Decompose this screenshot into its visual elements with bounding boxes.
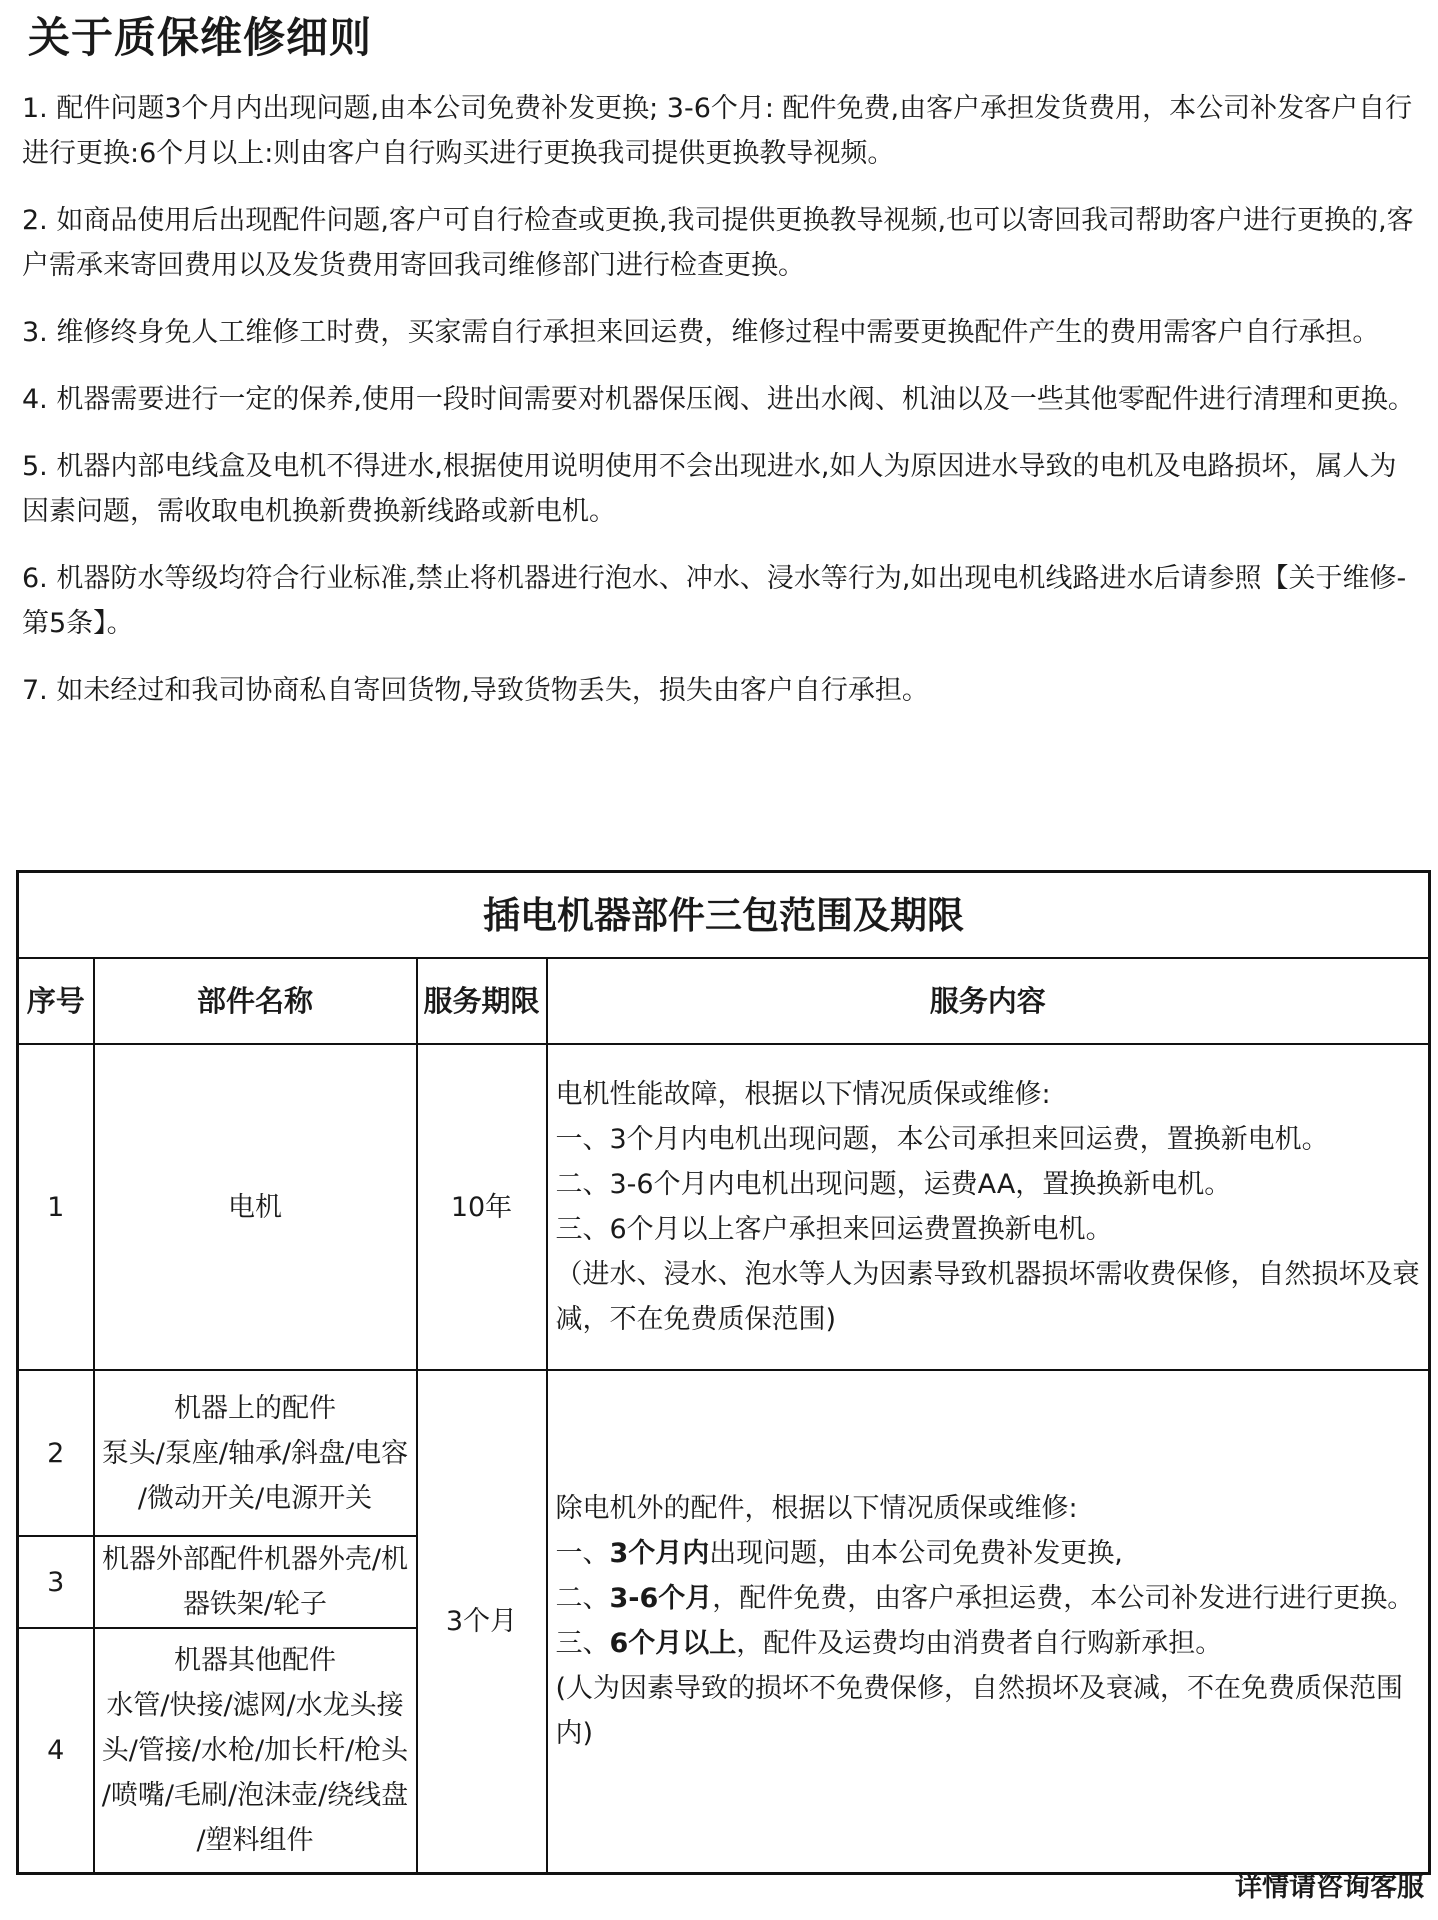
part-line: 头/管接/水枪/加长杆/枪头 [101,1734,409,1766]
table-title: 插电机器部件三包范围及期限 [18,872,1430,959]
table-row [18,1044,1430,1370]
content-prefix: 一、 [555,1538,610,1570]
header-part-name: 部件名称 [94,958,417,1044]
content-text: 出现问题，由本公司免费补发更换, [709,1538,1123,1570]
rule-item-1: 1. 配件问题3个月内出现问题,由本公司免费补发更换; 3-6个月: 配件免费,由客户承担发货费用，本公司补发客户自行进行更换:6个月以上:则由客户自行购买进行更换我司提供更换教导视频。 [22,93,1413,169]
rule-item-2: 2. 如商品使用后出现配件问题,客户可自行检查或更换,我司提供更换教导视频,也可以寄回我司帮助客户进行更换的,客户需承来寄回费用以及发货费用寄回我司维修部门进行检查更换。 [22,205,1414,281]
service-period: 10年 [417,1044,547,1370]
content-line: 一、3个月内电机出现问题，本公司承担来回运费，置换新电机。 [555,1124,1329,1155]
content-line [556,1621,1421,1666]
part-name [94,1628,417,1873]
warranty-table [16,870,1431,1875]
rule-item-4: 4. 机器需要进行一定的保养,使用一段时间需要对机器保压阀、进出水阀、机油以及一些其他零配件进行清理和更换。 [22,384,1415,415]
content-prefix: 三、 [555,1628,610,1660]
row-number: 3 [18,1536,94,1628]
header-service-period: 服务期限 [417,958,547,1044]
content-line: （进水、浸水、泡水等人为因素导致机器损坏需收费保修，自然损坏及衰减，不在免费质保范围) [555,1259,1420,1335]
part-line: 机器其他配件 [174,1644,336,1676]
part-name: 电机 [94,1044,417,1370]
content-emphasis: 3-6个月 [609,1583,713,1615]
content-line: (人为因素导致的损坏不免费保修，自然损坏及衰减，不在免费质保范围内) [555,1673,1404,1750]
content-prefix: 二、 [555,1583,610,1615]
footer-contact-note: 详情请咨询客服 [1235,1872,1424,1903]
rule-item-6: 6. 机器防水等级均符合行业标准,禁止将机器进行泡水、冲水、浸水等行为,如出现电机线路进水后请参照【关于维修-第5条】。 [22,563,1407,639]
part-name [94,1370,417,1536]
table-title-row [18,872,1430,959]
page-title: 关于质保维修细则 [28,13,373,62]
content-line: 除电机外的配件，根据以下情况质保或维修: [555,1493,1078,1525]
content-line: 二、3-6个月内电机出现问题，运费AA，置换换新电机。 [555,1169,1232,1200]
part-line: 水管/快接/滤网/水龙头接 [106,1689,404,1721]
rule-item-3: 3. 维修终身免人工维修工时费，买家需自行承担来回运费，维修过程中需要更换配件产生的费用需客户自行承担。 [22,317,1380,348]
content-line [556,1531,1421,1576]
rule-item-5: 5. 机器内部电线盒及电机不得进水,根据使用说明使用不会出现进水,如人为原因进水导致的电机及电路损坏，属人为因素问题，需收取电机换新费换新线路或新电机。 [22,451,1397,527]
rules-list [22,86,1422,735]
row-number: 1 [18,1044,94,1370]
part-line: 机器上的配件 [174,1392,336,1424]
part-line: /塑料组件 [196,1824,314,1856]
part-line: 泵头/泵座/轴承/斜盘/电容 [101,1437,409,1469]
content-line: 三、6个月以上客户承担来回运费置换新电机。 [555,1214,1113,1245]
table-header-row [18,958,1430,1044]
part-line: 器铁架/轮子 [182,1589,328,1620]
content-emphasis: 6个月以上 [609,1628,737,1660]
service-content [547,1370,1430,1873]
table-row [18,1370,1430,1536]
part-line: /微动开关/电源开关 [137,1482,373,1514]
service-period: 3个月 [417,1370,547,1873]
content-line: 电机性能故障，根据以下情况质保或维修: [555,1079,1051,1110]
part-name [94,1536,417,1628]
part-line: 机器外部配件机器外壳/机 [101,1544,409,1575]
row-number: 4 [18,1628,94,1873]
row-number: 2 [18,1370,94,1536]
content-text: ，配件及运费均由消费者自行购新承担。 [736,1628,1223,1660]
header-no: 序号 [18,958,94,1044]
part-line: /喷嘴/毛刷/泡沫壶/绕线盘 [101,1779,409,1811]
content-line [556,1576,1421,1621]
service-content [547,1044,1430,1370]
content-emphasis: 3个月内 [609,1538,710,1570]
content-text: ，配件免费，由客户承担运费，本公司补发进行进行更换。 [712,1583,1415,1615]
header-service-content: 服务内容 [547,958,1430,1044]
rule-item-7: 7. 如未经过和我司协商私自寄回货物,导致货物丢失，损失由客户自行承担。 [22,675,929,706]
